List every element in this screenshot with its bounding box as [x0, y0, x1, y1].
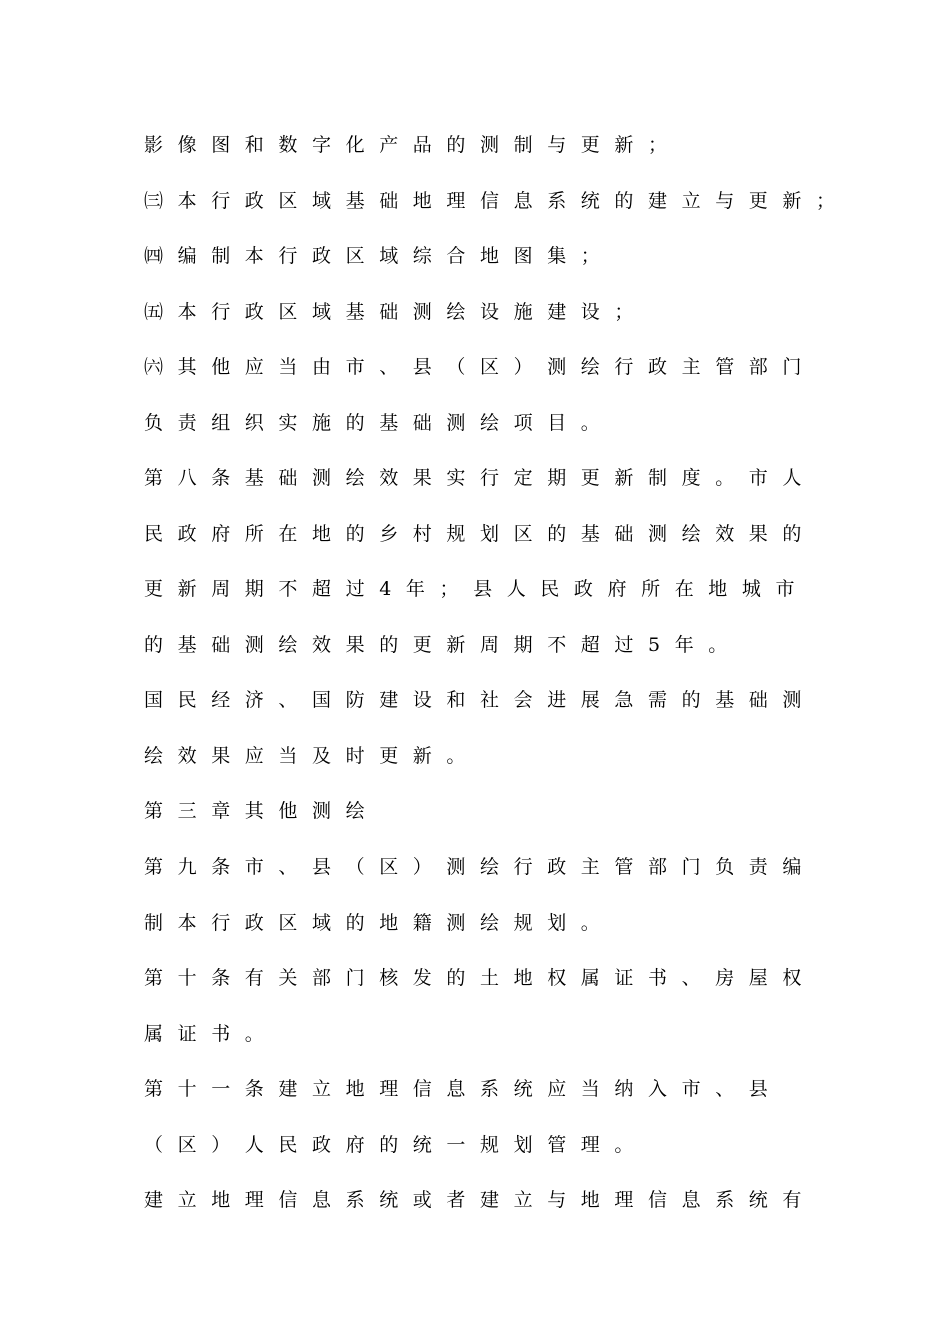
text-line: 的基础测绘效果的更新周期不超过5年。 [144, 634, 742, 656]
text-line: 属证书。 [144, 1023, 279, 1045]
text-line: ㈥其他应当由市、县（区）测绘行政主管部门 [144, 356, 817, 378]
text-line: 第十条有关部门核发的土地权属证书、房屋权 [144, 967, 817, 989]
text-line: 民政府所在地的乡村规划区的基础测绘效果的 [144, 523, 817, 545]
text-line: ㈣编制本行政区域综合地图集； [144, 245, 615, 267]
text-line: 负责组织实施的基础测绘项目。 [144, 412, 615, 434]
text-line: 国民经济、国防建设和社会进展急需的基础测 [144, 689, 817, 711]
text-line: 绘效果应当及时更新。 [144, 745, 481, 767]
section-heading: 第三章其他测绘 [144, 800, 380, 822]
text-line: 第十一条建立地理信息系统应当纳入市、县 [144, 1078, 783, 1100]
text-line: （区）人民政府的统一规划管理。 [144, 1134, 649, 1156]
text-line: ㈢本行政区域基础地理信息系统的建立与更新； [144, 190, 850, 212]
text-line: 制本行政区域的地籍测绘规划。 [144, 912, 615, 934]
text-line: 影像图和数字化产品的测制与更新； [144, 134, 682, 156]
text-line: 第九条市、县（区）测绘行政主管部门负责编 [144, 856, 817, 878]
text-line: 建立地理信息系统或者建立与地理信息系统有 [144, 1189, 817, 1211]
text-line: 第八条基础测绘效果实行定期更新制度。市人 [144, 467, 817, 489]
text-line: ㈤本行政区域基础测绘设施建设； [144, 301, 649, 323]
text-line: 更新周期不超过4年；县人民政府所在地城市 [144, 578, 810, 600]
